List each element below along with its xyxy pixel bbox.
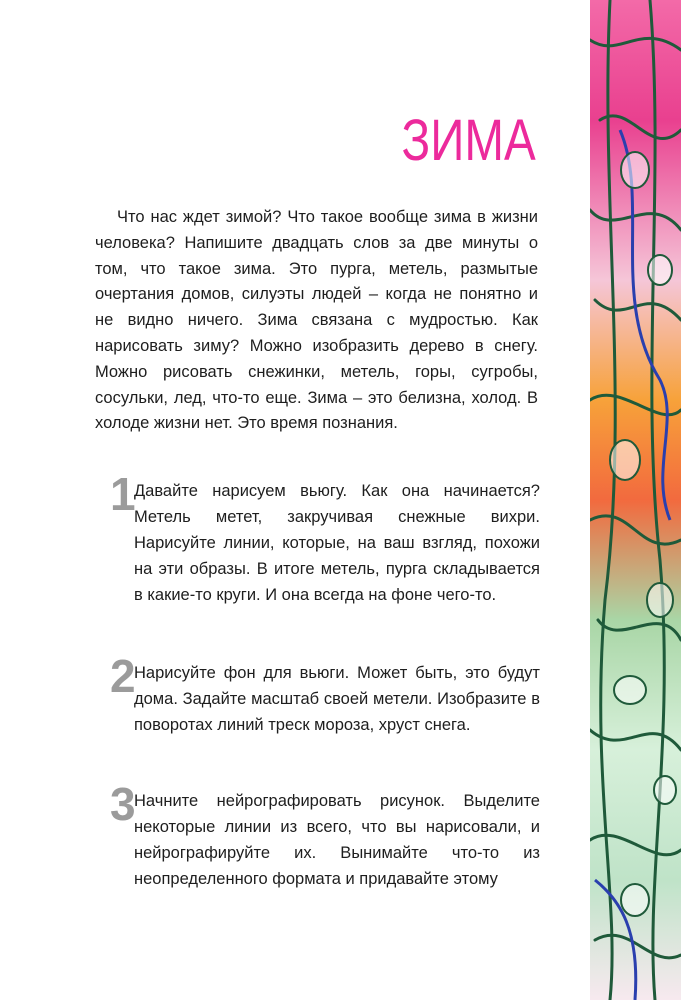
side-artwork-image — [590, 0, 681, 1000]
step-text: Нарисуйте фон для вьюги. Может быть, это будут дома. Задайте масштаб своей метели. Изобразите в поворотах линий треск мороза, хруст снега. — [134, 664, 540, 734]
intro-paragraph: Что нас ждет зимой? Что такое вообще зима в жизни человека? Напишите двадцать слов за две минуты о том, что такое зима. Это пурга, метель, размытые очертания домов, силуэты людей – когда не понятно и не видно ничего. Зима связана с мудростью. Как нарисовать зиму? Можно изобразить дерево в снегу. Можно рисовать снежинки, метель, горы, сугробы, сосульки, лед, что-то еще. Зима – это белизна, холод. В холоде жизни нет. Это время познания. — [95, 208, 538, 433]
step-text: Давайте нарисуем вьюгу. Как она начинается? Метель метет, закручивая снежные вихри. Нарисуйте линии, которые, на ваш взгляд, похожи на эти образы. В итоге метель, пурга складывается в какие-то круги. И она всегда на фоне чего-то. — [134, 482, 540, 604]
step-number: 1 — [110, 468, 136, 520]
step-number: 2 — [110, 650, 136, 702]
step-2 — [110, 650, 540, 738]
page-title: ЗИМА — [401, 108, 536, 173]
step-1 — [110, 468, 540, 608]
step-text: Начните нейрографировать рисунок. Выделите некоторые линии из всего, что вы нарисовали, и нейрографируйте их. Вынимайте что-то из неопределенного формата и придавайте этому — [134, 792, 540, 888]
step-number: 3 — [110, 778, 136, 830]
step-3 — [110, 778, 540, 892]
